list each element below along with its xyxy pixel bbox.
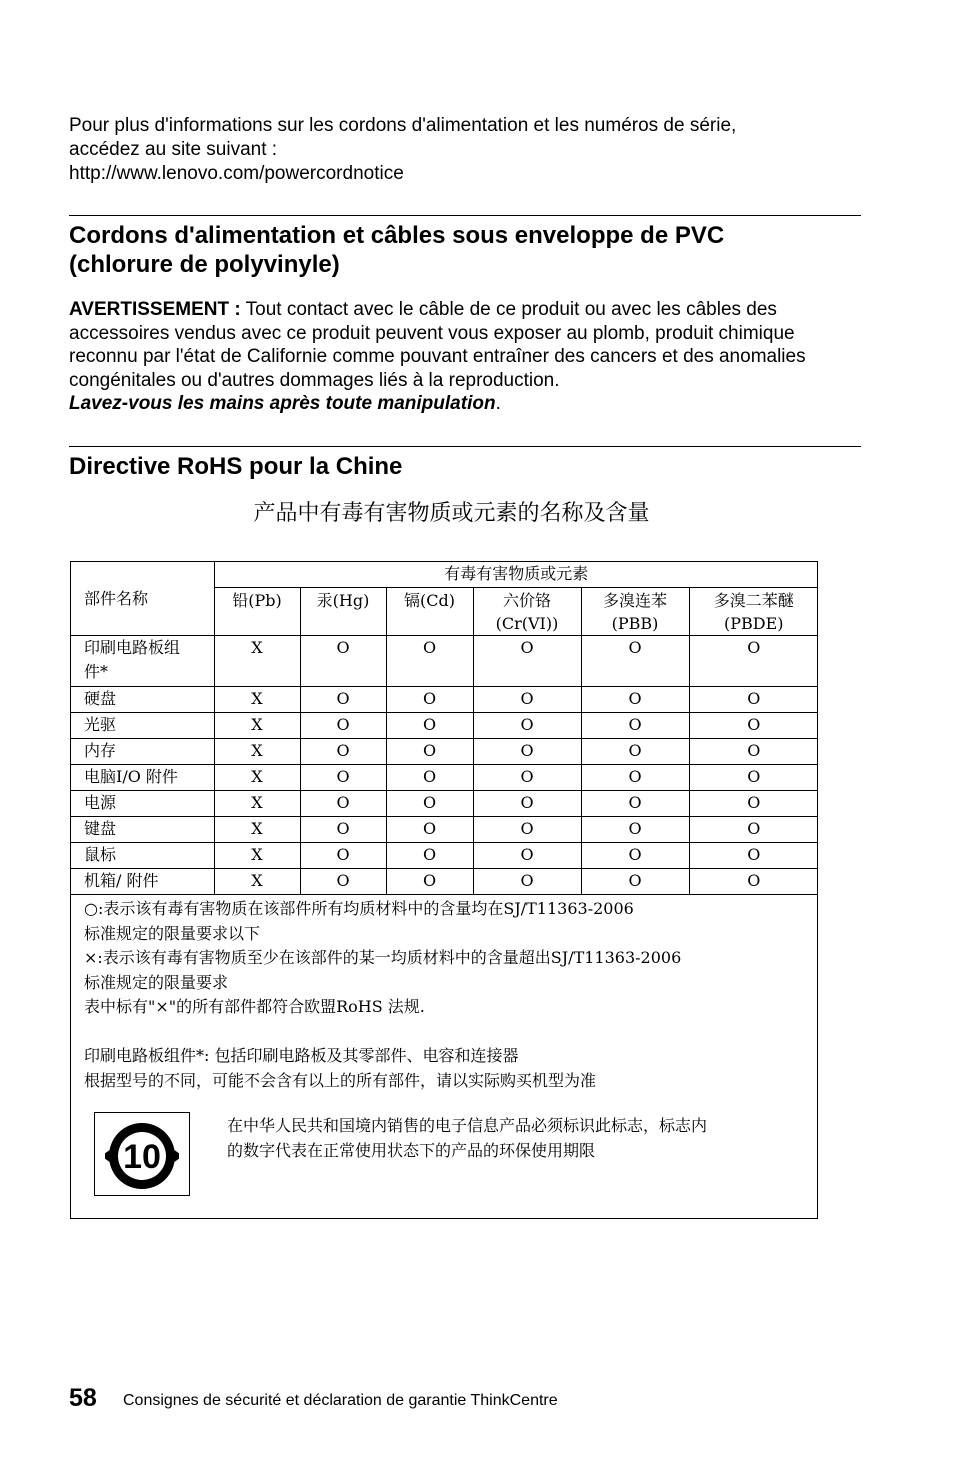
part-name: 光驱 [84,714,117,734]
substance-value-cell: O [300,712,386,738]
substance-value-cell: X [214,868,300,894]
part-name: 电源 [84,792,117,812]
substance-value-cell: X [214,686,300,712]
pvc-warning-paragraph [69,298,859,416]
logo-text-line: 在中华人民共和国境内销售的电子信息产品必须标识此标志，标志内 [227,1116,708,1135]
substance-value-cell: O [689,816,818,842]
substance-value-cell: O [300,816,386,842]
part-name-cont: 件* [84,661,109,681]
substance-value-cell: O [689,635,818,686]
logo-text-line: 的数字代表在正常使用状态下的产品的环保使用期限 [227,1140,596,1160]
substance-value-cell: O [689,842,818,868]
substance-formula: (PBB) [611,613,659,633]
substance-value-cell: O [386,842,473,868]
table-row [71,790,818,816]
substance-value-cell: O [300,686,386,712]
substance-header [473,587,581,635]
table-row [71,764,818,790]
substance-value-cell: O [581,686,689,712]
part-name: 印刷电路板组 [84,637,181,657]
part-name-cell [71,738,214,764]
substance-value-cell: O [473,738,581,764]
substance-value-cell: O [689,868,818,894]
part-name-cell [71,712,214,738]
substance-value-cell: O [581,738,689,764]
note-line: 根据型号的不同，可能不会含有以上的所有部件，请以实际购买机型为准 [84,1070,597,1090]
section-divider [69,215,861,216]
table-row [71,738,818,764]
substance-name: 多溴二苯醚 [713,590,794,610]
table-title [0,500,900,528]
substance-value-cell: O [473,635,581,686]
part-name: 键盘 [84,818,117,838]
substance-value-cell: O [386,686,473,712]
pvc-heading [69,221,859,279]
warning-text: Tout contact avec le câble de ce produit ou avec les câbles des accessoires vendus avec ce produit peuvent vous exposer au plomb, produit chimique reconnu par l'état de Californie comme pouvant entraîner des cancers et des anomalies congénitales ou d'autres dommages liés à la reproduction. [69,299,806,391]
intro-paragraph [69,114,869,186]
substance-value-cell: X [214,764,300,790]
epup-logo [94,1112,190,1196]
page-footer [69,1384,769,1414]
logo-number: 10 [123,1138,161,1176]
substance-value-cell: O [300,738,386,764]
substance-value-cell: O [473,868,581,894]
footer-title: Consignes de sécurité et déclaration de garantie ThinkCentre [123,1392,558,1409]
note-line: 表中标有"×"的所有部件都符合欧盟RoHS 法规. [84,997,425,1016]
substance-value-cell: O [386,738,473,764]
table-row [71,635,818,686]
substance-value-cell: X [214,635,300,686]
substance-formula: (PBDE) [724,613,784,633]
rohs-table [71,562,818,895]
substance-header [689,587,818,635]
substance-name: 汞(Hg) [316,590,370,610]
part-name-cell [71,764,214,790]
note-line: 印刷电路板组件*: 包括印刷电路板及其零部件、电容和连接器 [84,1046,519,1065]
note-line [84,1020,804,1045]
part-name: 硬盘 [84,688,117,708]
substance-value-cell: O [581,816,689,842]
note-line: ×:表示该有毒有害物质至少在该部件的某一均质材料中的含量超出SJ/T11363-2006 [84,948,682,967]
substance-value-cell: O [386,790,473,816]
table-row [71,712,818,738]
wash-hands-period: . [495,393,501,414]
table-row [71,868,818,894]
substance-value-cell: O [300,842,386,868]
substance-value-cell: O [386,635,473,686]
part-name-cell [71,842,214,868]
substance-value-cell: X [214,842,300,868]
warning-label: AVERTISSEMENT : [69,299,241,320]
part-name: 鼠标 [84,844,117,864]
substance-header [581,587,689,635]
part-name-cell [71,868,214,894]
substance-value-cell: O [386,816,473,842]
substance-value-cell: O [581,868,689,894]
substance-value-cell: O [473,842,581,868]
logo-description [227,1114,817,1163]
intro-line: accédez au site suivant : [69,139,278,160]
substance-value-cell: O [473,790,581,816]
substance-value-cell: O [300,868,386,894]
table-row [71,686,818,712]
substance-value-cell: O [689,738,818,764]
substance-value-cell: O [473,764,581,790]
part-name-cell [71,686,214,712]
substance-header [214,587,300,635]
part-name: 机箱/ 附件 [84,870,159,890]
powercord-url[interactable]: http://www.lenovo.com/powercordnotice [69,163,404,184]
substance-value-cell: O [473,816,581,842]
substance-value-cell: O [581,764,689,790]
substance-value-cell: O [300,790,386,816]
substance-header [300,587,386,635]
pvc-heading-line1: Cordons d'alimentation et câbles sous enveloppe de PVC [69,222,725,249]
substance-name: 镉(Cd) [404,590,455,610]
substance-formula: (Cr(VI)) [495,613,559,633]
substance-value-cell: O [386,764,473,790]
page-number: 58 [69,1384,97,1412]
substance-value-cell: O [581,790,689,816]
substance-value-cell: O [581,842,689,868]
part-name-header: 部件名称 [71,562,214,635]
note-line: 标准规定的限量要求以下 [84,923,261,943]
substance-value-cell: X [214,712,300,738]
substance-value-cell: O [689,686,818,712]
part-name-cell [71,816,214,842]
part-name-cell [71,790,214,816]
intro-line: Pour plus d'informations sur les cordons d'alimentation et les numéros de série, [69,115,737,136]
part-name: 电脑I/O 附件 [84,766,178,786]
substance-value-cell: O [473,686,581,712]
substance-value-cell: O [300,635,386,686]
table-notes [84,897,804,1093]
substance-value-cell: O [473,712,581,738]
substance-name: 六价铬 [502,590,551,610]
table-body [71,635,818,894]
recycle-period-icon [95,1113,189,1195]
substance-name: 铅(Pb) [232,590,282,610]
substance-value-cell: O [386,868,473,894]
substance-value-cell: X [214,790,300,816]
substance-value-cell: O [581,712,689,738]
substance-value-cell: O [689,790,818,816]
pvc-heading-line2: (chlorure de polyvinyle) [69,251,340,278]
substance-value-cell: X [214,816,300,842]
note-line: 标准规定的限量要求 [84,972,229,992]
rohs-heading: Directive RoHS pour la Chine [69,453,403,480]
substance-value-cell: O [689,764,818,790]
substance-group-header: 有毒有害物质或元素 [214,562,818,587]
substance-name: 多溴连苯 [602,590,667,610]
substance-value-cell: X [214,738,300,764]
wash-hands-text: Lavez-vous les mains après toute manipulation [69,393,496,414]
section-divider [69,446,861,447]
substance-value-cell: O [581,635,689,686]
table-row [71,816,818,842]
part-name: 内存 [84,740,117,760]
table-row [71,842,818,868]
table-title-text: 产品中有毒有害物质或元素的名称及含量 [253,501,650,526]
substance-value-cell: O [386,712,473,738]
note-line: ○:表示该有毒有害物质在该部件所有均质材料中的含量均在SJ/T11363-2006 [84,899,634,918]
substance-value-cell: O [300,764,386,790]
part-name-cell [71,635,214,686]
substance-header [386,587,473,635]
substance-value-cell: O [689,712,818,738]
